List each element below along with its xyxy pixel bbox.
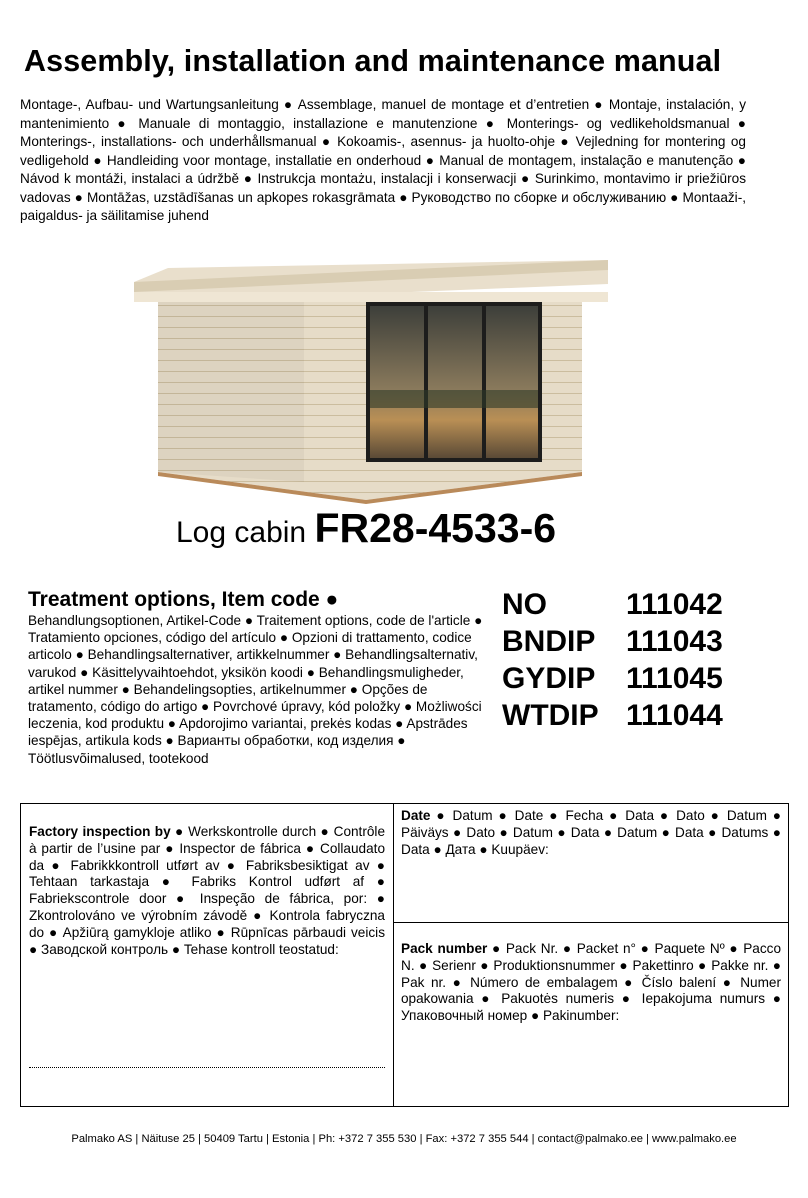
item-code-row [502, 697, 762, 734]
date-text: ● Datum ● Date ● Fecha ● Data ● Dato ● Datum ● Päiväys ● Dato ● Datum ● Data ● Datum ● Data ● Datums ● Data ● Дата ● Kuupäev: [401, 808, 781, 857]
date-label: Date [401, 808, 431, 823]
pack-number-cell [401, 941, 781, 1025]
item-code-list [502, 586, 762, 734]
document-title: Assembly, installation and maintenance manual [24, 44, 722, 78]
item-code: 111042 [626, 588, 723, 621]
item-code: 111044 [626, 699, 723, 732]
factory-inspection-text: ● Werkskontrolle durch ● Contrôle à partir de l’usine par ● Inspector de fábrica ● Collaudato da ● Fabrikkkontroll utført av ● Fabriksbesiktigat av ● Tehtaan tarkastaja ● Fabriks Kontrol udført af ● Fabriekscontrole door ● Inspeção de fábrica, por: ● Zkontrolováno ve výrobním závodě ● Kontrola fabryczna do ● Apžiūrą gamykloje atliko ● Rūpnīcas pārbaudi veicis ● Заводской контроль ● Tehase kontroll teostatud: [29, 824, 386, 957]
product-code: FR28-4533-6 [314, 505, 557, 551]
date-cell [401, 808, 781, 858]
treatment-option: WTDIP [502, 699, 599, 732]
pack-number-label: Pack number [401, 941, 488, 956]
treatment-heading: Treatment options, Item code ● [28, 588, 339, 611]
treatment-option: GYDIP [502, 662, 596, 695]
factory-inspection-label: Factory inspection by [29, 824, 171, 839]
treatment-option: BNDIP [502, 625, 596, 658]
item-code-row [502, 660, 762, 697]
item-code-row [502, 586, 762, 623]
log-cabin-photo [130, 240, 650, 512]
item-code-row [502, 623, 762, 660]
form-divider-horizontal [393, 922, 788, 923]
item-code: 111045 [626, 662, 723, 695]
pack-number-text: ● Pack Nr. ● Packet n° ● Paquete Nº ● Pacco N. ● Serienr ● Produktionsnummer ● Pakettinro ● Pakke nr. ● Pak nr. ● Número de embalagem ● Číslo balení ● Numer opakowania ● Pakuotės numeris ● Iepakojuma numurs ● Упаковочный номер ● Pakinumber: [401, 941, 781, 1024]
multilingual-subtitle: Montage-, Aufbau- und Wartungsanleitung ● Assemblage, manuel de montage et d’entretien ● Montaje, instalación, y mantenimiento ● Manuale di montaggio, installazione e manutenzione ● Monterings- og vedlikeholdsmanual ● Monterings-, installations- och underhållsmanual ● Kokoamis-, asennus- ja huolto-ohje ● Vejledning for montering og vedligehold ● Handleiding voor montage, installatie en onderhoud ● Manual de montagem, instalação e manutenção ● Návod k montáži, instalaci a údržbě ● Instrukcja montażu, instalacji i konserwacji ● Surinkimo, montavimo ir priežiūros vadovas ● Montāžas, uzstādīšanas un apkopes rokasgrāmata ● Руководство по сборке и обслуживанию ● Montaaži-, paigaldus- ja säilitamise juhend [20, 97, 746, 223]
factory-inspection-cell [29, 824, 385, 958]
product-type: Log cabin [176, 516, 315, 549]
product-name [176, 505, 556, 552]
treatment-option: NO [502, 588, 547, 621]
treatment-translations: Behandlungsoptionen, Artikel-Code ● Traitement options, code de l'article ● Tratamiento opciones, código del artículo ● Opzioni di trattamento, codice articolo ● Behandlingsalternativer, artikkelnummer ● Behandlingsalternativ, varukod ● Käsittelyvaihtoehdot, yksikön koodi ● Behandlingsmuligheder, artikel nummer ● Behandelingsopties, artikelnummer ● Opções de tratamento, código do artigo ● Povrchové úpravy, kód položky ● Możliwości leczenia, kod produktu ● Apdorojimo variantai, prekės kodas ● Apstrādes iespējas, artikula kods ● Варианты обработки, код изделия ● Töötlusvõimalused, tootekood [28, 613, 483, 766]
signature-dotted-line [29, 1066, 385, 1068]
item-code: 111043 [626, 625, 723, 658]
inspection-form-box [20, 803, 789, 1107]
form-divider-vertical [393, 804, 394, 1106]
footer-contact: Palmako AS | Näituse 25 | 50409 Tartu | Estonia | Ph: +372 7 355 530 | Fax: +372 7 355 544 | contact@palmako.ee | www.palmako.ee [71, 1133, 737, 1145]
